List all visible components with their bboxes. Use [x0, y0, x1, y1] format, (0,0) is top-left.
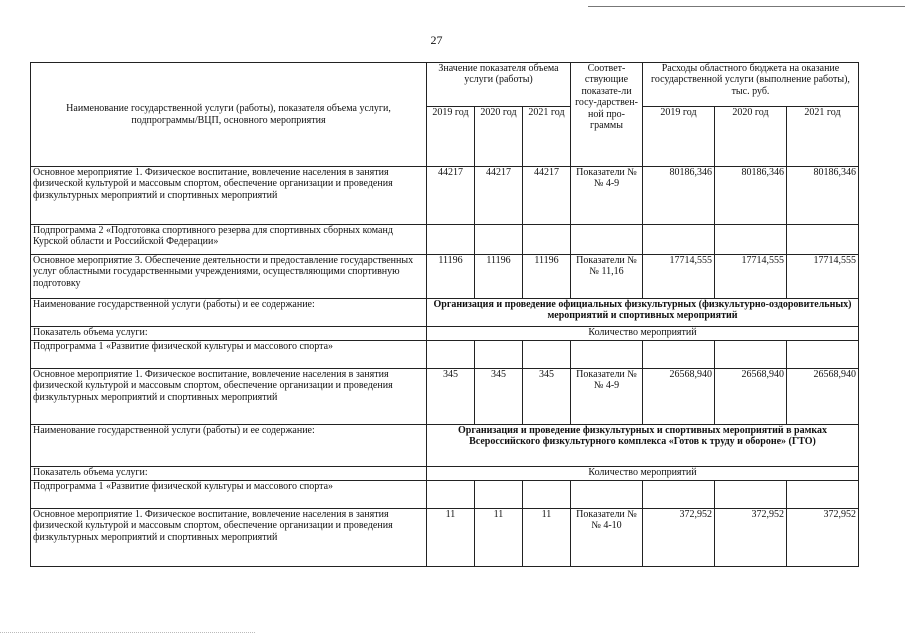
- value-cell: 44217: [427, 167, 475, 225]
- row-name-cell: Подпрограмма 1 «Развитие физической культуры и массового спорта»: [31, 481, 427, 509]
- table-row: [31, 299, 859, 327]
- value-cell: [475, 481, 523, 509]
- value-cell: [427, 341, 475, 369]
- header-indicator-group: Значение показателя объема услуги (работы): [427, 63, 571, 107]
- header-year: 2021 год: [787, 107, 859, 167]
- expense-cell: [643, 225, 715, 255]
- expense-cell: [787, 481, 859, 509]
- value-cell: [523, 225, 571, 255]
- header-year: 2019 год: [427, 107, 475, 167]
- expense-cell: 80186,346: [715, 167, 787, 225]
- table-row: [31, 341, 859, 369]
- row-name-cell: Подпрограмма 2 «Подготовка спортивного резерва для спортивных сборных команд Курской области и Российской Федерации»: [31, 225, 427, 255]
- value-cell: [427, 481, 475, 509]
- row-name-cell: Показатель объема услуги:: [31, 327, 427, 341]
- value-cell: [475, 225, 523, 255]
- expense-cell: [643, 341, 715, 369]
- value-cell: 44217: [523, 167, 571, 225]
- expense-cell: 372,952: [787, 509, 859, 567]
- row-name-cell: Наименование государственной услуги (работы) и ее содержание:: [31, 425, 427, 467]
- top-rule: [588, 6, 905, 7]
- header-year: 2021 год: [523, 107, 571, 167]
- header-budget-group: Расходы областного бюджета на оказание государственной услуги (выполнение работы), тыс. руб.: [643, 63, 859, 107]
- header-correspond-col: Соответ-ствующие показате-ли госу-дарствен-ной про-граммы: [571, 63, 643, 167]
- row-name-cell: Основное мероприятие 1. Физическое воспитание, вовлечение населения в занятия физической культурой и массовым спортом, обеспечение организации и проведения физкультурных мероприятий и спортивных мероприятий: [31, 369, 427, 425]
- expense-cell: 80186,346: [643, 167, 715, 225]
- table-row: [31, 327, 859, 341]
- table-row: [31, 167, 859, 225]
- value-cell: 11196: [523, 255, 571, 299]
- expense-cell: 372,952: [643, 509, 715, 567]
- unit-content-cell: Количество мероприятий: [427, 467, 859, 481]
- expense-cell: 372,952: [715, 509, 787, 567]
- header-year: 2019 год: [643, 107, 715, 167]
- table-row: [31, 509, 859, 567]
- header-row-1: [31, 63, 859, 107]
- indicator-cell: Показатели №№ 11,16: [571, 255, 643, 299]
- indicator-cell: Показатели №№ 4-9: [571, 369, 643, 425]
- row-name-cell: Основное мероприятие 3. Обеспечение деятельности и предоставление государственных услуг областными государственными учреждениями, осуществляющими спортивную подготовку: [31, 255, 427, 299]
- indicator-cell: Показатели №№ 4-10: [571, 509, 643, 567]
- expense-cell: 26568,940: [643, 369, 715, 425]
- row-name-cell: Подпрограмма 1 «Развитие физической культуры и массового спорта»: [31, 341, 427, 369]
- header-year: 2020 год: [715, 107, 787, 167]
- expense-cell: [715, 481, 787, 509]
- expense-cell: 17714,555: [643, 255, 715, 299]
- page-number: 27: [430, 33, 443, 47]
- expense-cell: [787, 225, 859, 255]
- bottom-rule: [0, 632, 255, 633]
- value-cell: 11196: [427, 255, 475, 299]
- value-cell: 11: [427, 509, 475, 567]
- value-cell: 11196: [475, 255, 523, 299]
- table-row: [31, 425, 859, 467]
- row-name-cell: Наименование государственной услуги (работы) и ее содержание:: [31, 299, 427, 327]
- expense-cell: 26568,940: [787, 369, 859, 425]
- row-name-cell: Показатель объема услуги:: [31, 467, 427, 481]
- value-cell: 345: [427, 369, 475, 425]
- indicator-cell: [571, 341, 643, 369]
- budget-table: [30, 62, 859, 567]
- value-cell: 11: [475, 509, 523, 567]
- value-cell: [523, 341, 571, 369]
- service-content-cell: Организация и проведение физкультурных и спортивных мероприятий в рамках Всероссийского физкультурного комплекса «Готов к труду и обороне» (ГТО): [427, 425, 859, 467]
- expense-cell: 26568,940: [715, 369, 787, 425]
- indicator-cell: [571, 481, 643, 509]
- table-row: [31, 481, 859, 509]
- value-cell: [475, 341, 523, 369]
- unit-content-cell: Количество мероприятий: [427, 327, 859, 341]
- expense-cell: 80186,346: [787, 167, 859, 225]
- value-cell: [523, 481, 571, 509]
- service-content-cell: Организация и проведение официальных физкультурных (физкультурно-оздоровительных) мероприятий и спортивных мероприятий: [427, 299, 859, 327]
- table-row: [31, 467, 859, 481]
- expense-cell: 17714,555: [715, 255, 787, 299]
- value-cell: 345: [475, 369, 523, 425]
- row-name-cell: Основное мероприятие 1. Физическое воспитание, вовлечение населения в занятия физической культурой и массовым спортом, обеспечение организации и проведения физкультурных мероприятий и спортивных мероприятий: [31, 167, 427, 225]
- expense-cell: [643, 481, 715, 509]
- expense-cell: [787, 341, 859, 369]
- expense-cell: [715, 341, 787, 369]
- indicator-cell: [571, 225, 643, 255]
- expense-cell: 17714,555: [787, 255, 859, 299]
- table-row: [31, 225, 859, 255]
- row-name-cell: Основное мероприятие 1. Физическое воспитание, вовлечение населения в занятия физической культурой и массовым спортом, обеспечение организации и проведения физкультурных мероприятий и спортивных мероприятий: [31, 509, 427, 567]
- indicator-cell: Показатели №№ 4-9: [571, 167, 643, 225]
- value-cell: [427, 225, 475, 255]
- table-row: [31, 255, 859, 299]
- value-cell: 44217: [475, 167, 523, 225]
- value-cell: 11: [523, 509, 571, 567]
- header-name-col: Наименование государственной услуги (работы), показателя объема услуги, подпрограммы/ВЦП, основного мероприятия: [31, 63, 427, 167]
- expense-cell: [715, 225, 787, 255]
- header-year: 2020 год: [475, 107, 523, 167]
- value-cell: 345: [523, 369, 571, 425]
- table-row: [31, 369, 859, 425]
